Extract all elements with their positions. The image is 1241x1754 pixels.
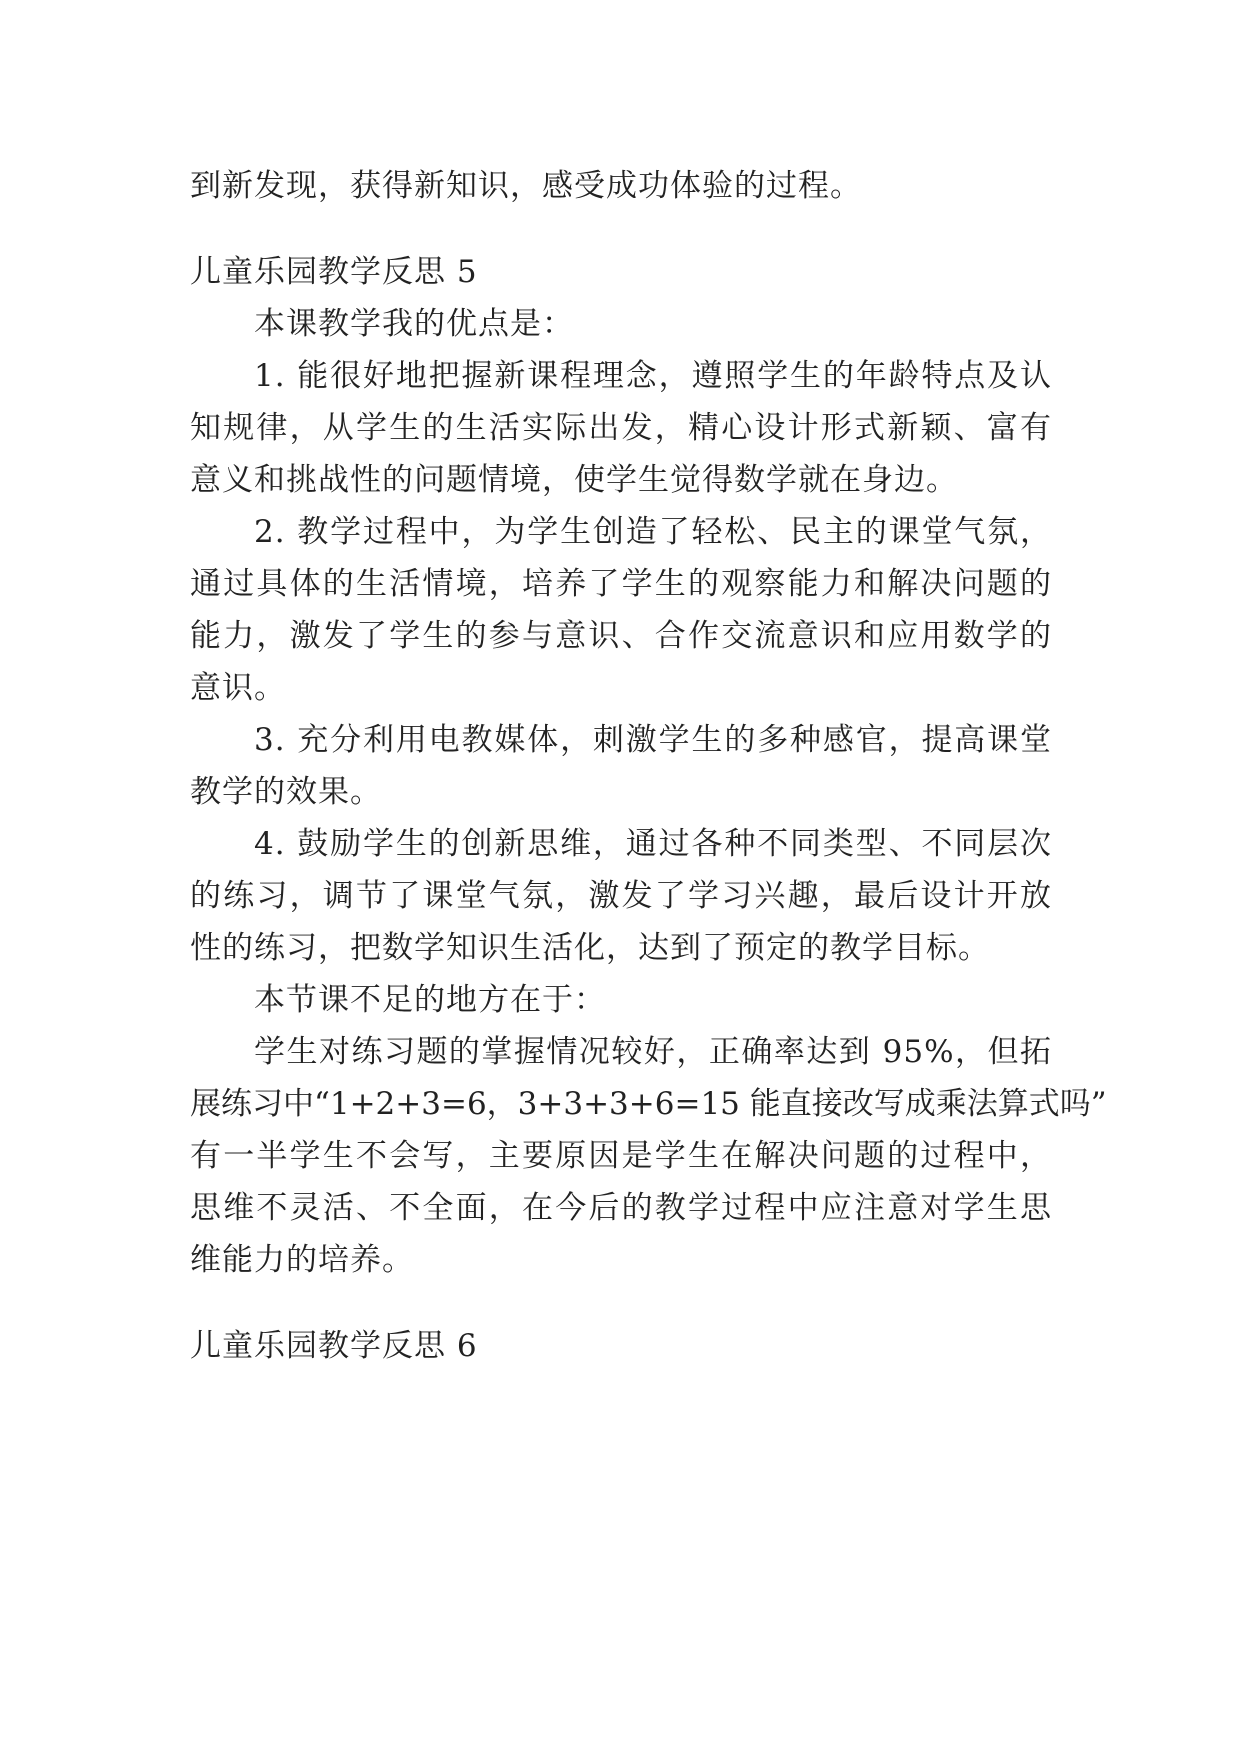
text-line: 知规律，从学生的生活实际出发，精心设计形式新颖、富有 [190,410,1052,446]
section-heading: 儿童乐园教学反思 5 [190,254,478,290]
text-line: 本课教学我的优点是： [254,306,574,342]
text-line: 的练习，调节了课堂气氛，激发了学习兴趣，最后设计开放 [190,878,1052,914]
text-line: 4. 鼓励学生的创新思维，通过各种不同类型、不同层次 [254,826,1052,862]
text-line: 通过具体的生活情境，培养了学生的观察能力和解决问题的 [190,566,1052,602]
text-line: 展练习中“1+2+3=6，3+3+3+6=15 能直接改写成乘法算式吗” [190,1086,1107,1122]
text-line: 维能力的培养。 [190,1242,414,1278]
text-line: 能力，激发了学生的参与意识、合作交流意识和应用数学的 [190,618,1052,654]
text-line: 意义和挑战性的问题情境，使学生觉得数学就在身边。 [190,462,958,498]
text-line: 1. 能很好地把握新课程理念，遵照学生的年龄特点及认 [254,358,1052,394]
section-heading: 儿童乐园教学反思 6 [190,1328,478,1364]
text-line: 本节课不足的地方在于： [254,982,606,1018]
text-line: 3. 充分利用电教媒体，刺激学生的多种感官，提高课堂 [254,722,1052,758]
text-line: 教学的效果。 [190,774,382,810]
text-line: 2. 教学过程中，为学生创造了轻松、民主的课堂气氛， [254,514,1052,550]
text-line: 思维不灵活、不全面，在今后的教学过程中应注意对学生思 [190,1190,1052,1226]
text-line: 有一半学生不会写，主要原因是学生在解决问题的过程中， [190,1138,1052,1174]
text-line: 学生对练习题的掌握情况较好，正确率达到 95%，但拓 [254,1034,1052,1070]
text-line: 到新发现，获得新知识，感受成功体验的过程。 [190,168,862,204]
text-line: 意识。 [190,670,286,706]
text-line: 性的练习，把数学知识生活化，达到了预定的教学目标。 [190,930,990,966]
